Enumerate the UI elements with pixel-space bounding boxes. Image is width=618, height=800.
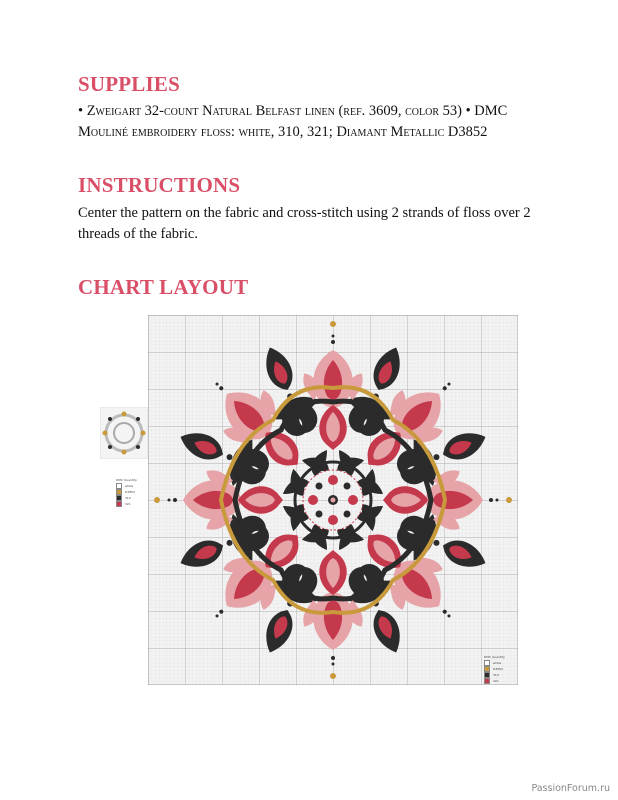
legend-label: D3852 [493,666,503,671]
watermark: PassionForum.ru [531,783,610,794]
supplies-heading: SUPPLIES [78,72,180,96]
legend-title: DMC Quantity [116,477,137,482]
legend-label: white [493,660,502,665]
legend-label: 310 [493,672,499,677]
chart-legend-right [484,654,518,684]
legend-label: 310 [125,495,131,500]
instructions-heading: INSTRUCTIONS [78,173,241,197]
legend-swatch [484,678,490,684]
chart-overview-thumbnail [100,407,148,459]
cross-stitch-chart [148,315,518,685]
chart-legend-left [116,477,150,507]
legend-label: D3852 [125,489,135,494]
legend-label: 321 [125,501,131,506]
legend-label: white [125,483,134,488]
cross-stitch-chart-svg [148,315,518,685]
instructions-text: Center the pattern on the fabric and cross-stitch using 2 strands of floss over 2 threads of the fabric. [78,205,531,242]
supplies-text: • Zweigart 32-count Natural Belfast linen (ref. 3609, color 53) • DMC Mouliné embroidery floss: white, 310, 321; Diamant Metallic D3852 [78,103,508,140]
legend-label: 321 [493,678,499,683]
chart-layout-heading: CHART LAYOUT [78,275,249,299]
legend-title: DMC Quantity [484,654,505,659]
legend-swatch [116,501,122,507]
